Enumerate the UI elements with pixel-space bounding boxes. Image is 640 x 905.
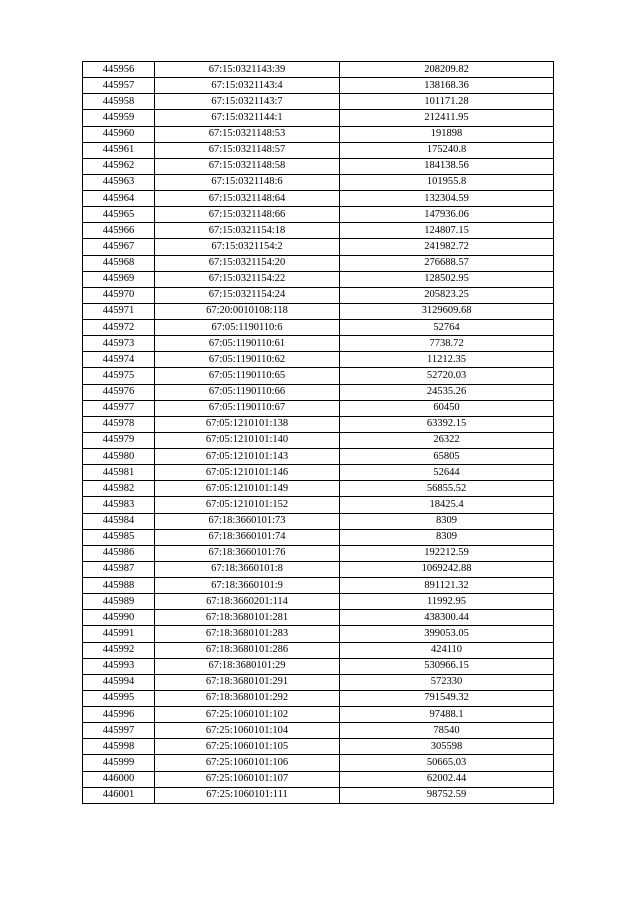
row-number-cell: 445973 — [83, 336, 155, 352]
value-cell: 101171.28 — [340, 94, 554, 110]
row-number-cell: 445957 — [83, 78, 155, 94]
value-cell: 52720.03 — [340, 368, 554, 384]
value-cell: 530966.15 — [340, 658, 554, 674]
value-cell: 26322 — [340, 432, 554, 448]
value-cell: 128502.95 — [340, 271, 554, 287]
table-row — [83, 400, 554, 416]
value-cell: 60450 — [340, 400, 554, 416]
value-cell: 424110 — [340, 642, 554, 658]
cadastral-number-cell: 67:15:0321148:58 — [155, 158, 340, 174]
cadastral-number-cell: 67:05:1210101:140 — [155, 432, 340, 448]
value-cell: 18425.4 — [340, 497, 554, 513]
table-row — [83, 545, 554, 561]
row-number-cell: 445977 — [83, 400, 155, 416]
value-cell: 891121.32 — [340, 578, 554, 594]
row-number-cell: 445967 — [83, 239, 155, 255]
cadastral-number-cell: 67:05:1190110:66 — [155, 384, 340, 400]
row-number-cell: 445979 — [83, 432, 155, 448]
row-number-cell: 445988 — [83, 578, 155, 594]
cadastral-number-cell: 67:18:3680101:286 — [155, 642, 340, 658]
table-row — [83, 465, 554, 481]
value-cell: 63392.15 — [340, 416, 554, 432]
cadastral-number-cell: 67:18:3680101:29 — [155, 658, 340, 674]
row-number-cell: 445990 — [83, 610, 155, 626]
row-number-cell: 445987 — [83, 561, 155, 577]
table-row — [83, 707, 554, 723]
table-row — [83, 207, 554, 223]
cadastral-number-cell: 67:05:1190110:6 — [155, 320, 340, 336]
row-number-cell: 445981 — [83, 465, 155, 481]
row-number-cell: 445961 — [83, 142, 155, 158]
table-row — [83, 174, 554, 190]
cadastral-number-cell: 67:05:1190110:61 — [155, 336, 340, 352]
table-row — [83, 287, 554, 303]
table-row — [83, 432, 554, 448]
table-row — [83, 336, 554, 352]
table-row — [83, 62, 554, 78]
row-number-cell: 445982 — [83, 481, 155, 497]
value-cell: 98752.59 — [340, 787, 554, 803]
table-row — [83, 320, 554, 336]
value-cell: 208209.82 — [340, 62, 554, 78]
table-row — [83, 303, 554, 319]
cadastral-number-cell: 67:15:0321154:18 — [155, 223, 340, 239]
table-row — [83, 449, 554, 465]
value-cell: 62002.44 — [340, 771, 554, 787]
table-row — [83, 755, 554, 771]
table-row — [83, 658, 554, 674]
cadastral-number-cell: 67:15:0321154:24 — [155, 287, 340, 303]
cadastral-number-cell: 67:15:0321143:7 — [155, 94, 340, 110]
table-row — [83, 191, 554, 207]
table-row — [83, 529, 554, 545]
row-number-cell: 445974 — [83, 352, 155, 368]
table-row — [83, 94, 554, 110]
row-number-cell: 445963 — [83, 174, 155, 190]
value-cell: 241982.72 — [340, 239, 554, 255]
value-cell: 52764 — [340, 320, 554, 336]
row-number-cell: 445989 — [83, 594, 155, 610]
value-cell: 276688.57 — [340, 255, 554, 271]
cadastral-number-cell: 67:18:3680101:291 — [155, 674, 340, 690]
table-row — [83, 674, 554, 690]
table-row — [83, 223, 554, 239]
row-number-cell: 445976 — [83, 384, 155, 400]
table-row — [83, 142, 554, 158]
cadastral-number-cell: 67:25:1060101:106 — [155, 755, 340, 771]
table-row — [83, 158, 554, 174]
table-row — [83, 578, 554, 594]
cadastral-number-cell: 67:05:1210101:138 — [155, 416, 340, 432]
cadastral-number-cell: 67:25:1060101:102 — [155, 707, 340, 723]
cadastral-number-cell: 67:18:3660101:74 — [155, 529, 340, 545]
cadastral-number-cell: 67:18:3680101:281 — [155, 610, 340, 626]
cadastral-number-cell: 67:18:3660101:76 — [155, 545, 340, 561]
cadastral-number-cell: 67:18:3660101:9 — [155, 578, 340, 594]
cadastral-number-cell: 67:05:1190110:62 — [155, 352, 340, 368]
row-number-cell: 445970 — [83, 287, 155, 303]
cadastral-number-cell: 67:15:0321148:6 — [155, 174, 340, 190]
row-number-cell: 445975 — [83, 368, 155, 384]
row-number-cell: 445996 — [83, 707, 155, 723]
row-number-cell: 445960 — [83, 126, 155, 142]
value-cell: 11992.95 — [340, 594, 554, 610]
row-number-cell: 446001 — [83, 787, 155, 803]
row-number-cell: 445965 — [83, 207, 155, 223]
cadastral-number-cell: 67:25:1060101:104 — [155, 723, 340, 739]
table-row — [83, 610, 554, 626]
cadastral-number-cell: 67:05:1190110:65 — [155, 368, 340, 384]
value-cell: 24535.26 — [340, 384, 554, 400]
row-number-cell: 445997 — [83, 723, 155, 739]
cadastral-number-cell: 67:15:0321154:2 — [155, 239, 340, 255]
value-cell: 212411.95 — [340, 110, 554, 126]
row-number-cell: 445993 — [83, 658, 155, 674]
table-row — [83, 739, 554, 755]
value-cell: 175240.8 — [340, 142, 554, 158]
row-number-cell: 445959 — [83, 110, 155, 126]
cadastral-number-cell: 67:25:1060101:111 — [155, 787, 340, 803]
row-number-cell: 445986 — [83, 545, 155, 561]
value-cell: 438300.44 — [340, 610, 554, 626]
value-cell: 572330 — [340, 674, 554, 690]
row-number-cell: 445978 — [83, 416, 155, 432]
cadastral-number-cell: 67:18:3680101:292 — [155, 690, 340, 706]
cadastral-number-cell: 67:18:3660201:114 — [155, 594, 340, 610]
table-row — [83, 513, 554, 529]
cadastral-number-cell: 67:15:0321144:1 — [155, 110, 340, 126]
row-number-cell: 445984 — [83, 513, 155, 529]
row-number-cell: 445972 — [83, 320, 155, 336]
table-row — [83, 384, 554, 400]
value-cell: 305598 — [340, 739, 554, 755]
cadastral-number-cell: 67:18:3660101:8 — [155, 561, 340, 577]
row-number-cell: 445971 — [83, 303, 155, 319]
cadastral-number-cell: 67:20:0010108:118 — [155, 303, 340, 319]
table-row — [83, 771, 554, 787]
cadastral-number-cell: 67:15:0321154:20 — [155, 255, 340, 271]
table-row — [83, 626, 554, 642]
cadastral-number-cell: 67:15:0321148:53 — [155, 126, 340, 142]
value-cell: 50665.03 — [340, 755, 554, 771]
row-number-cell: 445956 — [83, 62, 155, 78]
cadastral-number-cell: 67:05:1210101:152 — [155, 497, 340, 513]
table-row — [83, 642, 554, 658]
value-cell: 97488.1 — [340, 707, 554, 723]
table-row — [83, 787, 554, 803]
row-number-cell: 445991 — [83, 626, 155, 642]
row-number-cell: 445999 — [83, 755, 155, 771]
cadastral-number-cell: 67:15:0321143:39 — [155, 62, 340, 78]
table-row — [83, 352, 554, 368]
cadastral-number-cell: 67:18:3660101:73 — [155, 513, 340, 529]
table-row — [83, 561, 554, 577]
cadastral-number-cell: 67:18:3680101:283 — [155, 626, 340, 642]
cadastral-number-cell: 67:05:1210101:149 — [155, 481, 340, 497]
table-row — [83, 255, 554, 271]
value-cell: 8309 — [340, 513, 554, 529]
value-cell: 184138.56 — [340, 158, 554, 174]
value-cell: 791549.32 — [340, 690, 554, 706]
cadastral-number-cell: 67:15:0321154:22 — [155, 271, 340, 287]
value-cell: 1069242.88 — [340, 561, 554, 577]
table-row — [83, 78, 554, 94]
cadastral-number-cell: 67:15:0321148:64 — [155, 191, 340, 207]
row-number-cell: 445980 — [83, 449, 155, 465]
value-cell: 192212.59 — [340, 545, 554, 561]
value-cell: 56855.52 — [340, 481, 554, 497]
table-row — [83, 126, 554, 142]
value-cell: 52644 — [340, 465, 554, 481]
value-cell: 65805 — [340, 449, 554, 465]
value-cell: 124807.15 — [340, 223, 554, 239]
cadastral-number-cell: 67:15:0321148:57 — [155, 142, 340, 158]
value-cell: 191898 — [340, 126, 554, 142]
value-cell: 78540 — [340, 723, 554, 739]
table-row — [83, 690, 554, 706]
table-row — [83, 497, 554, 513]
value-cell: 147936.06 — [340, 207, 554, 223]
row-number-cell: 445962 — [83, 158, 155, 174]
row-number-cell: 445985 — [83, 529, 155, 545]
value-cell: 138168.36 — [340, 78, 554, 94]
table-body — [83, 62, 554, 804]
cadastral-number-cell: 67:25:1060101:107 — [155, 771, 340, 787]
row-number-cell: 445968 — [83, 255, 155, 271]
row-number-cell: 445995 — [83, 690, 155, 706]
table-row — [83, 481, 554, 497]
row-number-cell: 445992 — [83, 642, 155, 658]
table-row — [83, 416, 554, 432]
table-row — [83, 594, 554, 610]
cadastral-number-cell: 67:15:0321143:4 — [155, 78, 340, 94]
table-row — [83, 271, 554, 287]
row-number-cell: 445983 — [83, 497, 155, 513]
table-row — [83, 368, 554, 384]
table-row — [83, 239, 554, 255]
cadastral-number-cell: 67:25:1060101:105 — [155, 739, 340, 755]
row-number-cell: 445994 — [83, 674, 155, 690]
row-number-cell: 445966 — [83, 223, 155, 239]
cadastral-number-cell: 67:05:1210101:146 — [155, 465, 340, 481]
row-number-cell: 446000 — [83, 771, 155, 787]
row-number-cell: 445958 — [83, 94, 155, 110]
cadastral-value-table — [82, 61, 554, 804]
value-cell: 11212.35 — [340, 352, 554, 368]
cadastral-number-cell: 67:15:0321148:66 — [155, 207, 340, 223]
value-cell: 399053.05 — [340, 626, 554, 642]
row-number-cell: 445998 — [83, 739, 155, 755]
cadastral-number-cell: 67:05:1210101:143 — [155, 449, 340, 465]
value-cell: 8309 — [340, 529, 554, 545]
value-cell: 7738.72 — [340, 336, 554, 352]
value-cell: 205823.25 — [340, 287, 554, 303]
value-cell: 101955.8 — [340, 174, 554, 190]
row-number-cell: 445969 — [83, 271, 155, 287]
table-row — [83, 110, 554, 126]
value-cell: 132304.59 — [340, 191, 554, 207]
cadastral-number-cell: 67:05:1190110:67 — [155, 400, 340, 416]
row-number-cell: 445964 — [83, 191, 155, 207]
value-cell: 3129609.68 — [340, 303, 554, 319]
table-row — [83, 723, 554, 739]
